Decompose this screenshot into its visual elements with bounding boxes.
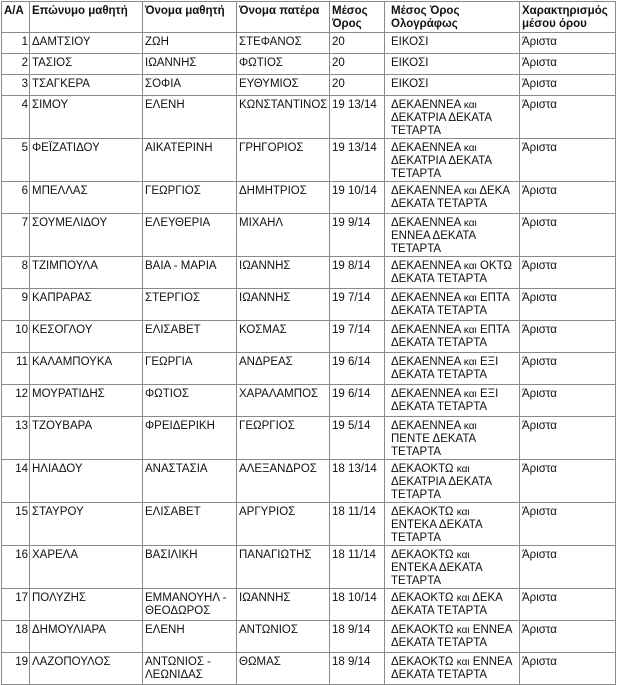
header-average-words: Μέσος Όρος Ολογράφως <box>385 2 520 33</box>
cell-average: 19 13/14 <box>330 139 385 182</box>
cell-surname: ΦΕΪΖΑΤΙΔΟΥ <box>30 139 143 182</box>
cell-rating: Άριστα <box>520 214 616 257</box>
table-row <box>2 96 616 139</box>
table-row <box>2 589 616 621</box>
cell-surname: ΣΙΜΟΥ <box>30 96 143 139</box>
cell-rating: Άριστα <box>520 321 616 353</box>
cell-aa: 2 <box>2 54 30 75</box>
table-row <box>2 546 616 589</box>
cell-name: ΑΝΑΣΤΑΣΙΑ <box>143 460 237 503</box>
table-row <box>2 460 616 503</box>
cell-rating: Άριστα <box>520 503 616 546</box>
cell-average-words: ΔΕΚΑΕΝΝΕΑ και ΟΚΤΩ ΔΕΚΑΤΑ ΤΕΤΑΡΤΑ <box>385 257 520 289</box>
cell-average: 19 6/14 <box>330 353 385 385</box>
cell-name: ΒΑΣΙΛΙΚΗ <box>143 546 237 589</box>
cell-average-words: ΕΙΚΟΣΙ <box>385 33 520 54</box>
cell-name: ΣΤΕΡΓΙΟΣ <box>143 289 237 321</box>
cell-name: ΙΩΑΝΝΗΣ <box>143 54 237 75</box>
cell-surname: ΜΠΕΛΛΑΣ <box>30 182 143 214</box>
cell-average-words: ΔΕΚΑΟΚΤΩ και ΕΝΝΕΑ ΔΕΚΑΤΑ ΤΕΤΑΡΤΑ <box>385 621 520 653</box>
cell-rating: Άριστα <box>520 589 616 621</box>
cell-average: 19 8/14 <box>330 257 385 289</box>
conjunction-text: και <box>456 507 470 518</box>
cell-average-words: ΕΙΚΟΣΙ <box>385 54 520 75</box>
cell-average-words: ΔΕΚΑΟΚΤΩ και ΕΝΝΕΑ ΔΕΚΑΤΑ ΤΕΤΑΡΤΑ <box>385 653 520 685</box>
conjunction-text: και <box>463 261 477 272</box>
cell-father: ΑΛΕΞΑΝΔΡΟΣ <box>237 460 330 503</box>
cell-surname: ΤΖΙΜΠΟΥΛΑ <box>30 257 143 289</box>
cell-average-words: ΔΕΚΑΟΚΤΩ και ΕΝΤΕΚΑ ΔΕΚΑΤΑ ΤΕΤΑΡΤΑ <box>385 503 520 546</box>
cell-surname: ΣΤΑΥΡΟΥ <box>30 503 143 546</box>
cell-father: ΓΕΩΡΓΙΟΣ <box>237 417 330 460</box>
table-row <box>2 321 616 353</box>
table-row <box>2 139 616 182</box>
cell-average-words: ΔΕΚΑΕΝΝΕΑ και ΔΕΚΑ ΔΕΚΑΤΑ ΤΕΤΑΡΤΑ <box>385 182 520 214</box>
header-row <box>2 2 616 33</box>
cell-father: ΙΩΑΝΝΗΣ <box>237 589 330 621</box>
cell-aa: 16 <box>2 546 30 589</box>
cell-rating: Άριστα <box>520 289 616 321</box>
cell-average: 19 7/14 <box>330 321 385 353</box>
cell-aa: 18 <box>2 621 30 653</box>
header-rating: Χαρακτηρισμός μέσου όρου <box>520 2 616 33</box>
table-row <box>2 417 616 460</box>
cell-father: ΑΝΔΡΕΑΣ <box>237 353 330 385</box>
cell-father: ΔΗΜΗΤΡΙΟΣ <box>237 182 330 214</box>
cell-name: ΖΩΗ <box>143 33 237 54</box>
cell-rating: Άριστα <box>520 653 616 685</box>
cell-father: ΠΑΝΑΓΙΩΤΗΣ <box>237 546 330 589</box>
header-aa: Α/Α <box>2 2 30 33</box>
cell-average: 20 <box>330 75 385 96</box>
conjunction-text: και <box>463 143 477 154</box>
table-row <box>2 385 616 417</box>
cell-surname: ΛΑΖΟΠΟΥΛΟΣ <box>30 653 143 685</box>
cell-aa: 15 <box>2 503 30 546</box>
conjunction-text: και <box>463 100 477 111</box>
cell-name: ΕΛΕΥΘΕΡΙΑ <box>143 214 237 257</box>
cell-name: ΣΟΦΙΑ <box>143 75 237 96</box>
cell-surname: ΜΟΥΡΑΤΙΔΗΣ <box>30 385 143 417</box>
table-row <box>2 75 616 96</box>
conjunction-text: και <box>456 625 470 636</box>
cell-rating: Άριστα <box>520 417 616 460</box>
cell-average-words: ΔΕΚΑΟΚΤΩ και ΕΝΤΕΚΑ ΔΕΚΑΤΑ ΤΕΤΑΡΤΑ <box>385 546 520 589</box>
cell-name: ΑΙΚΑΤΕΡΙΝΗ <box>143 139 237 182</box>
table-row <box>2 653 616 685</box>
cell-surname: ΔΑΜΤΣΙΟΥ <box>30 33 143 54</box>
cell-father: ΚΩΝΣΤΑΝΤΙΝΟΣ <box>237 96 330 139</box>
cell-average: 19 13/14 <box>330 96 385 139</box>
cell-surname: ΧΑΡΕΛΑ <box>30 546 143 589</box>
table-row <box>2 503 616 546</box>
cell-surname: ΠΟΛΥΖΗΣ <box>30 589 143 621</box>
header-surname: Επώνυμο μαθητή <box>30 2 143 33</box>
cell-surname: ΔΗΜΟΥΛΙΑΡΑ <box>30 621 143 653</box>
cell-average-words: ΔΕΚΑΟΚΤΩ και ΔΕΚΑ ΔΕΚΑΤΑ ΤΕΤΑΡΤΑ <box>385 589 520 621</box>
conjunction-text: και <box>463 218 477 229</box>
header-name: Όνομα μαθητή <box>143 2 237 33</box>
cell-aa: 3 <box>2 75 30 96</box>
cell-father: ΣΤΕΦΑΝΟΣ <box>237 33 330 54</box>
cell-aa: 11 <box>2 353 30 385</box>
cell-aa: 8 <box>2 257 30 289</box>
cell-father: ΚΟΣΜΑΣ <box>237 321 330 353</box>
header-father: Όνομα πατέρα <box>237 2 330 33</box>
cell-rating: Άριστα <box>520 33 616 54</box>
cell-average-words: ΔΕΚΑΕΝΝΕΑ και ΠΕΝΤΕ ΔΕΚΑΤΑ ΤΕΤΑΡΤΑ <box>385 417 520 460</box>
cell-surname: ΚΑΠΡΑΡΑΣ <box>30 289 143 321</box>
cell-father: ΜΙΧΑΗΛ <box>237 214 330 257</box>
cell-rating: Άριστα <box>520 621 616 653</box>
cell-rating: Άριστα <box>520 460 616 503</box>
conjunction-text: και <box>456 550 470 561</box>
cell-surname: ΤΖΟΥΒΑΡΑ <box>30 417 143 460</box>
cell-rating: Άριστα <box>520 257 616 289</box>
cell-average: 18 10/14 <box>330 589 385 621</box>
cell-rating: Άριστα <box>520 353 616 385</box>
cell-name: ΦΡΕΙΔΕΡΙΚΗ <box>143 417 237 460</box>
cell-rating: Άριστα <box>520 96 616 139</box>
table-row <box>2 54 616 75</box>
cell-average-words: ΔΕΚΑΟΚΤΩ και ΔΕΚΑΤΡΙΑ ΔΕΚΑΤΑ ΤΕΤΑΡΤΑ <box>385 460 520 503</box>
cell-rating: Άριστα <box>520 546 616 589</box>
cell-rating: Άριστα <box>520 385 616 417</box>
cell-average: 19 7/14 <box>330 289 385 321</box>
cell-aa: 9 <box>2 289 30 321</box>
table-row <box>2 182 616 214</box>
conjunction-text: και <box>463 421 477 432</box>
cell-average-words: ΔΕΚΑΕΝΝΕΑ και ΕΝΝΕΑ ΔΕΚΑΤΑ ΤΕΤΑΡΤΑ <box>385 214 520 257</box>
cell-name: ΕΜΜΑΝΟΥΗΛ - ΘΕΟΔΩΡΟΣ <box>143 589 237 621</box>
cell-father: ΙΩΑΝΝΗΣ <box>237 257 330 289</box>
cell-average: 20 <box>330 54 385 75</box>
table-row <box>2 353 616 385</box>
cell-average-words: ΔΕΚΑΕΝΝΕΑ και ΕΞΙ ΔΕΚΑΤΑ ΤΕΤΑΡΤΑ <box>385 385 520 417</box>
cell-father: ΑΝΤΩΝΙΟΣ <box>237 621 330 653</box>
cell-surname: ΣΟΥΜΕΛΙΔΟΥ <box>30 214 143 257</box>
cell-father: ΙΩΑΝΝΗΣ <box>237 289 330 321</box>
table-row <box>2 289 616 321</box>
cell-average-words: ΕΙΚΟΣΙ <box>385 75 520 96</box>
cell-name: ΑΝΤΩΝΙΟΣ - ΛΕΩΝΙΔΑΣ <box>143 653 237 685</box>
cell-average: 18 9/14 <box>330 621 385 653</box>
cell-rating: Άριστα <box>520 182 616 214</box>
cell-surname: ΚΑΛΑΜΠΟΥΚΑ <box>30 353 143 385</box>
cell-aa: 13 <box>2 417 30 460</box>
conjunction-text: και <box>463 186 477 197</box>
cell-aa: 14 <box>2 460 30 503</box>
cell-name: ΕΛΕΝΗ <box>143 621 237 653</box>
cell-average-words: ΔΕΚΑΕΝΝΕΑ και ΔΕΚΑΤΡΙΑ ΔΕΚΑΤΑ ΤΕΤΑΡΤΑ <box>385 96 520 139</box>
cell-father: ΦΩΤΙΟΣ <box>237 54 330 75</box>
conjunction-text: και <box>456 593 470 604</box>
cell-average: 18 9/14 <box>330 653 385 685</box>
conjunction-text: και <box>463 357 477 368</box>
cell-aa: 12 <box>2 385 30 417</box>
cell-name: ΕΛΕΝΗ <box>143 96 237 139</box>
cell-father: ΑΡΓΥΡΙΟΣ <box>237 503 330 546</box>
cell-rating: Άριστα <box>520 75 616 96</box>
header-average: Μέσος Όρος <box>330 2 385 33</box>
table-row <box>2 214 616 257</box>
table-row <box>2 257 616 289</box>
cell-father: ΓΡΗΓΟΡΙΟΣ <box>237 139 330 182</box>
cell-average: 18 13/14 <box>330 460 385 503</box>
cell-surname: ΗΛΙΑΔΟΥ <box>30 460 143 503</box>
cell-name: ΕΛΙΣΑΒΕΤ <box>143 321 237 353</box>
conjunction-text: και <box>456 464 470 475</box>
cell-father: ΧΑΡΑΛΑΜΠΟΣ <box>237 385 330 417</box>
cell-aa: 17 <box>2 589 30 621</box>
cell-average: 19 10/14 <box>330 182 385 214</box>
conjunction-text: και <box>463 389 477 400</box>
cell-average: 18 11/14 <box>330 546 385 589</box>
cell-aa: 19 <box>2 653 30 685</box>
conjunction-text: και <box>463 325 477 336</box>
cell-average: 19 5/14 <box>330 417 385 460</box>
cell-aa: 7 <box>2 214 30 257</box>
cell-rating: Άριστα <box>520 54 616 75</box>
cell-average: 18 11/14 <box>330 503 385 546</box>
cell-name: ΕΛΙΣΑΒΕΤ <box>143 503 237 546</box>
cell-average: 19 9/14 <box>330 214 385 257</box>
cell-name: ΓΕΩΡΓΙΟΣ <box>143 182 237 214</box>
conjunction-text: και <box>456 657 470 668</box>
table-row <box>2 33 616 54</box>
cell-father: ΘΩΜΑΣ <box>237 653 330 685</box>
cell-surname: ΚΕΣΟΓΛΟΥ <box>30 321 143 353</box>
cell-average: 19 6/14 <box>330 385 385 417</box>
cell-aa: 1 <box>2 33 30 54</box>
cell-average: 20 <box>330 33 385 54</box>
conjunction-text: και <box>463 293 477 304</box>
cell-average-words: ΔΕΚΑΕΝΝΕΑ και ΕΠΤΑ ΔΕΚΑΤΑ ΤΕΤΑΡΤΑ <box>385 321 520 353</box>
cell-name: ΦΩΤΙΟΣ <box>143 385 237 417</box>
cell-surname: ΤΑΣΙΟΣ <box>30 54 143 75</box>
cell-name: ΒΑΙΑ - ΜΑΡΙΑ <box>143 257 237 289</box>
cell-name: ΓΕΩΡΓΙΑ <box>143 353 237 385</box>
cell-aa: 6 <box>2 182 30 214</box>
cell-average-words: ΔΕΚΑΕΝΝΕΑ και ΕΠΤΑ ΔΕΚΑΤΑ ΤΕΤΑΡΤΑ <box>385 289 520 321</box>
cell-father: ΕΥΘΥΜΙΟΣ <box>237 75 330 96</box>
cell-surname: ΤΣΑΓΚΕΡΑ <box>30 75 143 96</box>
cell-average-words: ΔΕΚΑΕΝΝΕΑ και ΕΞΙ ΔΕΚΑΤΑ ΤΕΤΑΡΤΑ <box>385 353 520 385</box>
cell-aa: 4 <box>2 96 30 139</box>
cell-aa: 10 <box>2 321 30 353</box>
cell-aa: 5 <box>2 139 30 182</box>
grades-table <box>1 1 616 685</box>
cell-rating: Άριστα <box>520 139 616 182</box>
cell-average-words: ΔΕΚΑΕΝΝΕΑ και ΔΕΚΑΤΡΙΑ ΔΕΚΑΤΑ ΤΕΤΑΡΤΑ <box>385 139 520 182</box>
table-row <box>2 621 616 653</box>
